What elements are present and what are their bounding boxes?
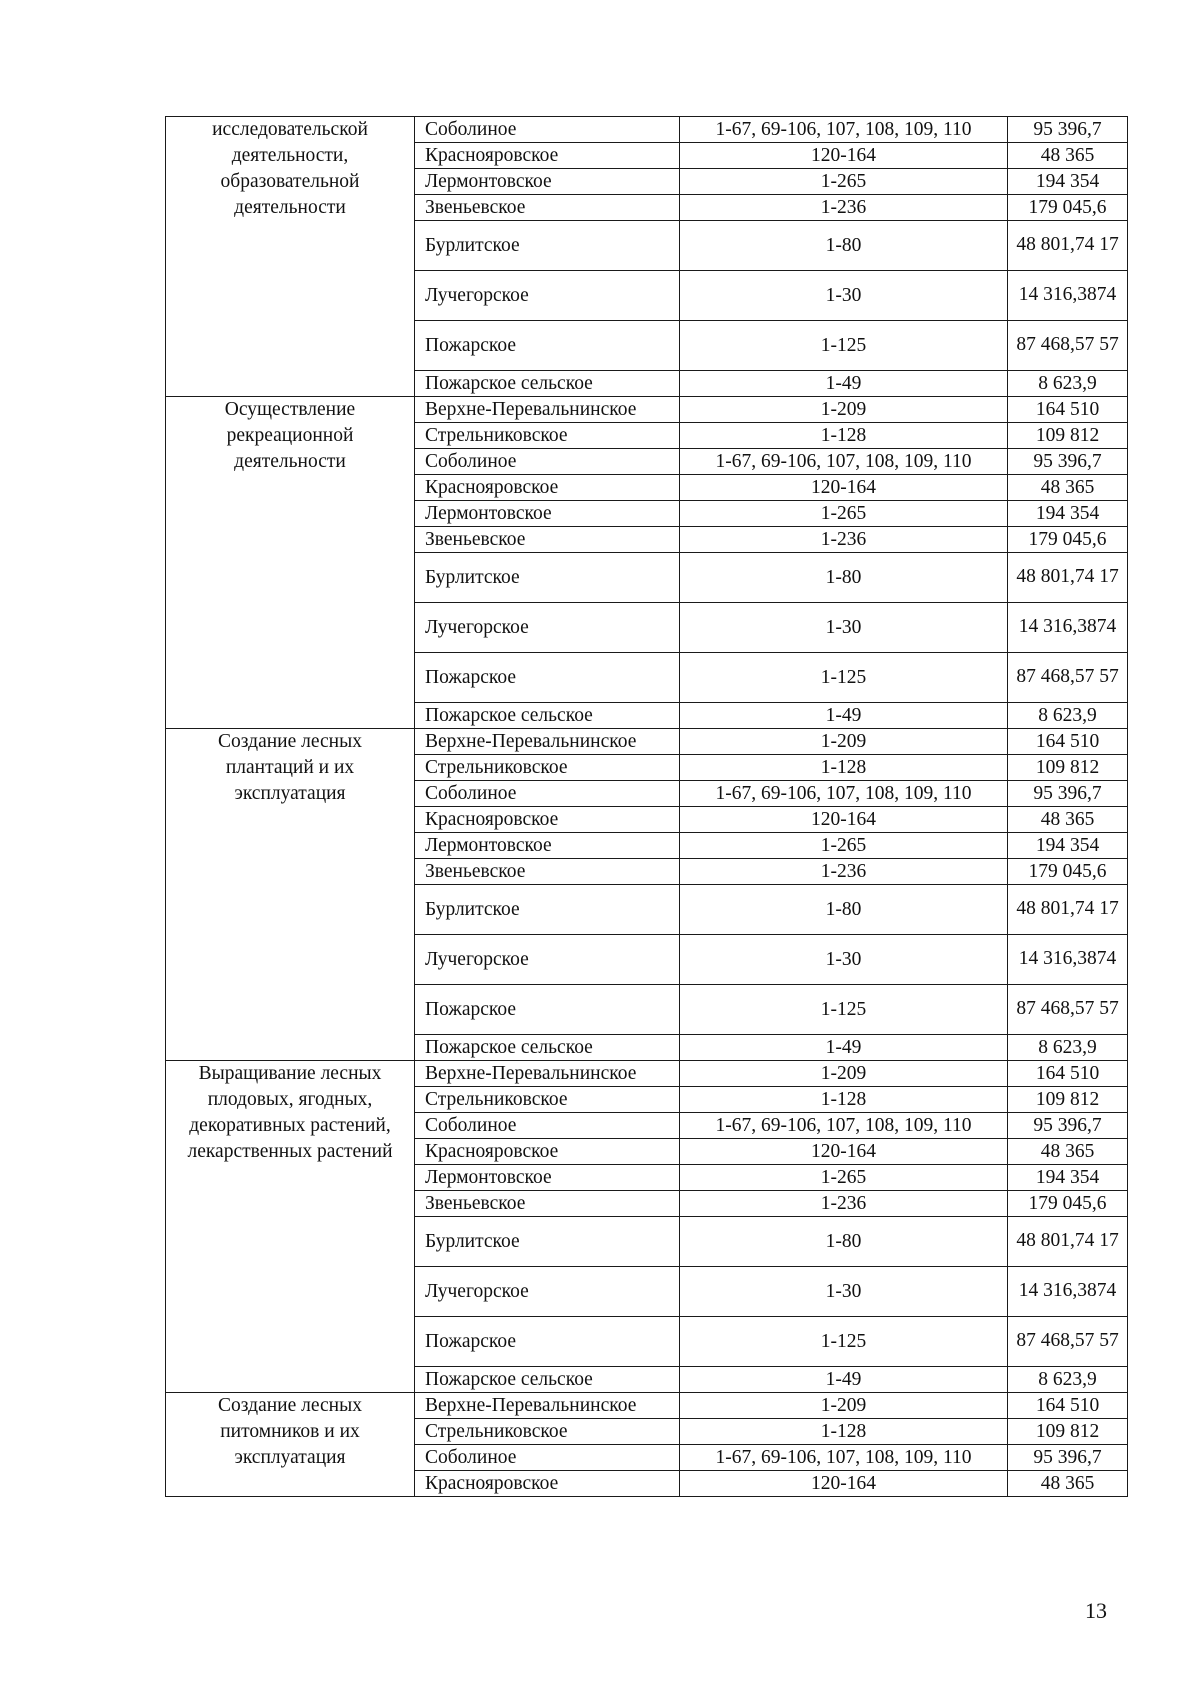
area-cell: 164 510 [1008, 397, 1128, 423]
forest-use-table [165, 116, 1128, 1497]
area-cell: 48 801,74 17 [1008, 885, 1128, 935]
quarters-cell: 1-80 [680, 885, 1008, 935]
purpose-cell: Создание лесных питомников и их эксплуатация [166, 1393, 415, 1497]
forestry-cell: Верхне-Перевальнинское [415, 1393, 680, 1419]
forestry-cell: Верхне-Перевальнинское [415, 1061, 680, 1087]
quarters-cell: 1-128 [680, 423, 1008, 449]
quarters-cell: 1-128 [680, 755, 1008, 781]
forestry-cell: Краснояровское [415, 807, 680, 833]
quarters-cell: 1-30 [680, 1267, 1008, 1317]
forestry-cell: Лермонтовское [415, 1165, 680, 1191]
quarters-cell: 1-209 [680, 1393, 1008, 1419]
forestry-cell: Пожарское сельское [415, 371, 680, 397]
forestry-cell: Стрельниковское [415, 755, 680, 781]
area-cell: 48 801,74 17 [1008, 553, 1128, 603]
forestry-cell: Лучегорское [415, 271, 680, 321]
quarters-cell: 1-80 [680, 1217, 1008, 1267]
forestry-cell: Лучегорское [415, 935, 680, 985]
forestry-cell: Лермонтовское [415, 169, 680, 195]
area-cell: 164 510 [1008, 1393, 1128, 1419]
table-row [166, 397, 1128, 423]
quarters-cell: 1-265 [680, 169, 1008, 195]
forestry-cell: Лермонтовское [415, 501, 680, 527]
area-cell: 14 316,3874 [1008, 271, 1128, 321]
area-cell: 14 316,3874 [1008, 603, 1128, 653]
quarters-cell: 1-30 [680, 603, 1008, 653]
quarters-cell: 1-49 [680, 703, 1008, 729]
area-cell: 48 365 [1008, 475, 1128, 501]
area-cell: 179 045,6 [1008, 527, 1128, 553]
page-number: 13 [1085, 1598, 1107, 1623]
forestry-cell: Краснояровское [415, 475, 680, 501]
quarters-cell: 1-125 [680, 1317, 1008, 1367]
quarters-cell: 1-236 [680, 859, 1008, 885]
area-cell: 48 801,74 17 [1008, 221, 1128, 271]
area-cell: 179 045,6 [1008, 1191, 1128, 1217]
forestry-cell: Стрельниковское [415, 1087, 680, 1113]
area-cell: 8 623,9 [1008, 703, 1128, 729]
quarters-cell: 1-265 [680, 501, 1008, 527]
purpose-cell: Создание лесных плантаций и их эксплуатация [166, 729, 415, 1061]
quarters-cell: 1-67, 69-106, 107, 108, 109, 110 [680, 117, 1008, 143]
area-cell: 95 396,7 [1008, 1113, 1128, 1139]
area-cell: 109 812 [1008, 1419, 1128, 1445]
quarters-cell: 1-128 [680, 1419, 1008, 1445]
quarters-cell: 1-80 [680, 553, 1008, 603]
quarters-cell: 120-164 [680, 1471, 1008, 1497]
forestry-cell: Бурлитское [415, 221, 680, 271]
quarters-cell: 1-49 [680, 371, 1008, 397]
forestry-cell: Пожарское сельское [415, 1367, 680, 1393]
area-cell: 48 365 [1008, 807, 1128, 833]
quarters-cell: 1-80 [680, 221, 1008, 271]
area-cell: 194 354 [1008, 169, 1128, 195]
forestry-cell: Соболиное [415, 117, 680, 143]
quarters-cell: 120-164 [680, 807, 1008, 833]
area-cell: 48 365 [1008, 1139, 1128, 1165]
forestry-cell: Лучегорское [415, 1267, 680, 1317]
purpose-cell: исследовательской деятельности, образовательной деятельности [166, 117, 415, 397]
quarters-cell: 1-49 [680, 1367, 1008, 1393]
forestry-cell: Бурлитское [415, 553, 680, 603]
quarters-cell: 1-125 [680, 321, 1008, 371]
purpose-cell: Выращивание лесных плодовых, ягодных, декоративных растений, лекарственных растений [166, 1061, 415, 1393]
quarters-cell: 1-125 [680, 653, 1008, 703]
quarters-cell: 1-209 [680, 729, 1008, 755]
area-cell: 48 801,74 17 [1008, 1217, 1128, 1267]
forestry-cell: Пожарское сельское [415, 1035, 680, 1061]
quarters-cell: 1-30 [680, 935, 1008, 985]
purpose-cell: Осуществление рекреационной деятельности [166, 397, 415, 729]
area-cell: 95 396,7 [1008, 117, 1128, 143]
forestry-cell: Пожарское [415, 321, 680, 371]
area-cell: 87 468,57 57 [1008, 321, 1128, 371]
area-cell: 95 396,7 [1008, 449, 1128, 475]
forestry-cell: Лермонтовское [415, 833, 680, 859]
area-cell: 179 045,6 [1008, 859, 1128, 885]
quarters-cell: 1-209 [680, 397, 1008, 423]
quarters-cell: 1-49 [680, 1035, 1008, 1061]
forestry-cell: Бурлитское [415, 885, 680, 935]
forestry-cell: Звеньевское [415, 195, 680, 221]
forestry-cell: Верхне-Перевальнинское [415, 729, 680, 755]
area-cell: 87 468,57 57 [1008, 1317, 1128, 1367]
area-cell: 48 365 [1008, 1471, 1128, 1497]
quarters-cell: 1-30 [680, 271, 1008, 321]
quarters-cell: 1-128 [680, 1087, 1008, 1113]
quarters-cell: 120-164 [680, 143, 1008, 169]
forestry-cell: Звеньевское [415, 859, 680, 885]
forestry-cell: Соболиное [415, 1445, 680, 1471]
quarters-cell: 1-236 [680, 1191, 1008, 1217]
area-cell: 179 045,6 [1008, 195, 1128, 221]
quarters-cell: 1-265 [680, 833, 1008, 859]
forestry-cell: Соболиное [415, 781, 680, 807]
table-row [166, 117, 1128, 143]
area-cell: 8 623,9 [1008, 1035, 1128, 1061]
quarters-cell: 1-209 [680, 1061, 1008, 1087]
forestry-cell: Бурлитское [415, 1217, 680, 1267]
forestry-cell: Верхне-Перевальнинское [415, 397, 680, 423]
forestry-cell: Звеньевское [415, 1191, 680, 1217]
forestry-cell: Краснояровское [415, 1139, 680, 1165]
quarters-cell: 1-67, 69-106, 107, 108, 109, 110 [680, 449, 1008, 475]
table-row [166, 729, 1128, 755]
quarters-cell: 1-265 [680, 1165, 1008, 1191]
table-row [166, 1393, 1128, 1419]
area-cell: 48 365 [1008, 143, 1128, 169]
forestry-cell: Пожарское [415, 985, 680, 1035]
area-cell: 14 316,3874 [1008, 1267, 1128, 1317]
quarters-cell: 1-236 [680, 195, 1008, 221]
forestry-cell: Лучегорское [415, 603, 680, 653]
quarters-cell: 1-67, 69-106, 107, 108, 109, 110 [680, 1113, 1008, 1139]
area-cell: 95 396,7 [1008, 1445, 1128, 1471]
quarters-cell: 1-67, 69-106, 107, 108, 109, 110 [680, 1445, 1008, 1471]
area-cell: 109 812 [1008, 755, 1128, 781]
area-cell: 109 812 [1008, 423, 1128, 449]
forestry-cell: Соболиное [415, 449, 680, 475]
forestry-cell: Краснояровское [415, 143, 680, 169]
quarters-cell: 1-236 [680, 527, 1008, 553]
forestry-cell: Соболиное [415, 1113, 680, 1139]
area-cell: 87 468,57 57 [1008, 985, 1128, 1035]
forestry-cell: Пожарское сельское [415, 703, 680, 729]
area-cell: 14 316,3874 [1008, 935, 1128, 985]
forestry-cell: Стрельниковское [415, 1419, 680, 1445]
area-cell: 194 354 [1008, 501, 1128, 527]
forestry-cell: Краснояровское [415, 1471, 680, 1497]
quarters-cell: 1-125 [680, 985, 1008, 1035]
area-cell: 194 354 [1008, 833, 1128, 859]
area-cell: 194 354 [1008, 1165, 1128, 1191]
area-cell: 109 812 [1008, 1087, 1128, 1113]
quarters-cell: 1-67, 69-106, 107, 108, 109, 110 [680, 781, 1008, 807]
forestry-cell: Стрельниковское [415, 423, 680, 449]
forestry-cell: Пожарское [415, 653, 680, 703]
forestry-cell: Звеньевское [415, 527, 680, 553]
area-cell: 87 468,57 57 [1008, 653, 1128, 703]
area-cell: 95 396,7 [1008, 781, 1128, 807]
area-cell: 8 623,9 [1008, 371, 1128, 397]
table-row [166, 1061, 1128, 1087]
area-cell: 164 510 [1008, 1061, 1128, 1087]
quarters-cell: 120-164 [680, 475, 1008, 501]
area-cell: 8 623,9 [1008, 1367, 1128, 1393]
forestry-cell: Пожарское [415, 1317, 680, 1367]
quarters-cell: 120-164 [680, 1139, 1008, 1165]
area-cell: 164 510 [1008, 729, 1128, 755]
